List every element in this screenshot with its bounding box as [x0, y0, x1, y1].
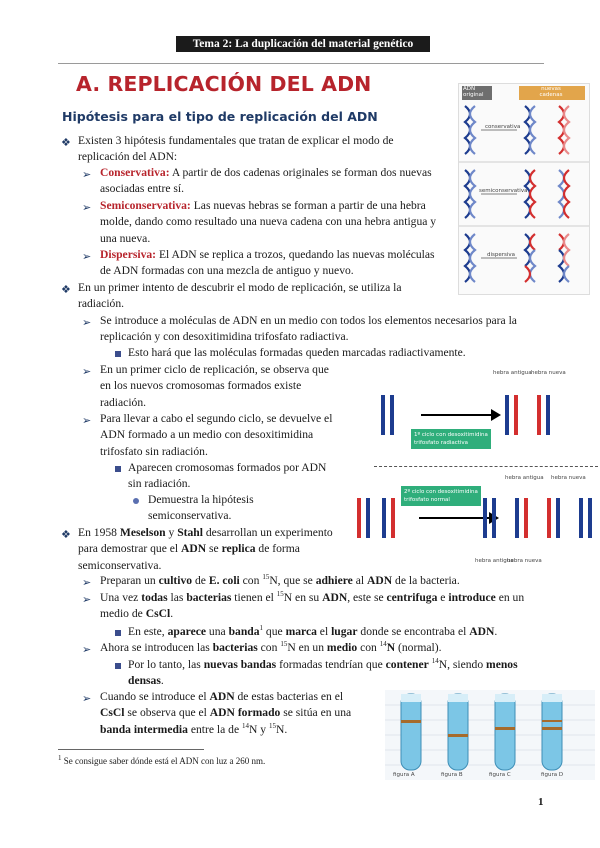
fig2-label-old-2: hebra antigua — [475, 558, 514, 564]
square-bullet-icon — [115, 351, 121, 357]
first-cycle-figure — [375, 365, 595, 460]
p2b-text: En un primer ciclo de replicación, se observa que en los nuevos cromosomas formados existe radiación. — [100, 363, 329, 409]
fig2-label-new-1: hebra nueva — [551, 475, 586, 481]
tube-label-a: figura A — [393, 772, 415, 778]
semiconservativa-item: Semiconservativa: Las nuevas hebras se forman a partir de una hebra molde, dando como resultado una nueva cadena con una hebra antigua y una nueva. — [100, 199, 437, 245]
fig-row-dispersiva: dispersiva — [487, 252, 516, 258]
fig2-green-note: 2º ciclo con desoxitimidina trifosfato normal — [401, 486, 481, 506]
p2-text: En un primer intento de descubrir el modo de replicación, se utiliza la radiación. — [78, 281, 402, 311]
footnote: $^1$ Se consigue saber dónde está el ADN con luz a 260 nm. — [58, 754, 266, 766]
fig-col-original: ADN original — [463, 86, 484, 98]
fig2-label-new-2: hebra nueva — [507, 558, 542, 564]
hypotheses-figure — [458, 83, 590, 295]
conservativa-item: Conservativa: A partir de dos cadenas originales se forman dos nuevas asociadas entre sí. — [100, 166, 432, 196]
footnote-rule — [58, 749, 204, 750]
arrow-bullet-icon: ➢ — [82, 169, 92, 181]
square-bullet-icon — [115, 466, 121, 472]
section-subtitle: Hipótesis para el tipo de replicación del ADN — [62, 109, 378, 124]
p3b1-text: En este, aparece una banda$^1$ que marca el lugar donde se encontraba el ADN. — [128, 624, 498, 638]
arrow-right-icon — [421, 408, 501, 422]
tube-label-b: figura B — [441, 772, 463, 778]
p2c2-text: Demuestra la hipótesis semiconservativa. — [148, 493, 254, 523]
p2c-text: Para llevar a cabo el segundo ciclo, se devuelve el ADN formado a un medio con desoxitimidina trifosfato sin radiación. — [100, 412, 333, 458]
diamond-bullet-icon: ❖ — [61, 529, 71, 541]
second-cycle-figure — [355, 470, 595, 570]
fig1-label-old: hebra antigua — [493, 370, 532, 376]
circle-bullet-icon — [133, 498, 139, 504]
arrow-bullet-icon: ➢ — [82, 202, 92, 214]
p3c-text: Ahora se introducen las bacterias con $^{15}$N en un medio con $^{14}$N (normal). — [100, 640, 442, 654]
tubes-graphic — [385, 690, 595, 780]
diamond-bullet-icon: ❖ — [61, 284, 71, 296]
p3c1-text: Por lo tanto, las nuevas bandas formadas tendrían que contener $^{14}$N, siendo menos densas. — [128, 657, 518, 688]
fig-col-new: nuevas cadenas — [539, 86, 563, 98]
fig1-label-new: hebra nueva — [531, 370, 566, 376]
tube-label-d: figura D — [541, 772, 564, 778]
arrow-bullet-icon: ➢ — [82, 317, 92, 329]
arrow-right-icon — [419, 511, 499, 525]
diamond-bullet-icon: ❖ — [61, 137, 71, 149]
dispersiva-item: Dispersiva: El ADN se replica a trozos, quedando las nuevas moléculas de ADN formadas con una mezcla de antiguo y nuevo. — [100, 248, 435, 278]
centrifuge-tubes-figure — [385, 690, 595, 780]
p2a1-text: Esto hará que las moléculas formadas queden marcadas radiactivamente. — [128, 346, 466, 359]
arrow-bullet-icon: ➢ — [82, 415, 92, 427]
square-bullet-icon — [115, 663, 121, 669]
arrow-bullet-icon: ➢ — [82, 577, 92, 589]
fig2-label-old-1: hebra antigua — [505, 475, 544, 481]
p3a-text: Preparan un cultivo de E. coli con $^{15}$N, que se adhiere al ADN de la bacteria. — [100, 573, 460, 587]
p3b-text: Una vez todas las bacterias tienen el $^{15}$N en su ADN, este se centrifuga e introduce en un medio de CsCl. — [100, 590, 525, 621]
tube-label-c: figura C — [489, 772, 511, 778]
arrow-bullet-icon: ➢ — [82, 251, 92, 263]
fig-row-semiconservativa: semiconservativa — [479, 188, 528, 194]
p3-text: En 1958 Meselson y Stahl desarrollan un experimento para demostrar que el ADN se replica de forma semiconservativa. — [78, 526, 333, 572]
fig-row-conservativa: conservativa — [485, 124, 521, 130]
page-number: 1 — [538, 796, 544, 808]
header-rule — [58, 63, 544, 64]
dashed-divider — [374, 466, 598, 467]
p2c1-text: Aparecen cromosomas formados por ADN sin radiación. — [128, 461, 327, 491]
p3d-text: Cuando se introduce el ADN de estas bacterias en el CsCl se observa que el ADN formado se sitúa en una banda intermedia entre la de $^{14}$N y $^{15}$N. — [100, 690, 352, 736]
header-topic: Tema 2: La duplicación del material genético — [176, 36, 430, 52]
p2a-text: Se introduce a moléculas de ADN en un medio con todos los elementos necesarios para la replicación y con desoxitimidina trifosfato radiactiva. — [100, 314, 517, 344]
arrow-bullet-icon: ➢ — [82, 366, 92, 378]
arrow-bullet-icon: ➢ — [82, 644, 92, 656]
arrow-bullet-icon: ➢ — [82, 594, 92, 606]
square-bullet-icon — [115, 630, 121, 636]
arrow-bullet-icon: ➢ — [82, 693, 92, 705]
fig1-green-note: 1º ciclo con desoxitimidina trifosfato radiactiva — [411, 429, 491, 449]
section-title: A. REPLICACIÓN DEL ADN — [76, 72, 372, 96]
p1-text: Existen 3 hipótesis fundamentales que tratan de explicar el modo de replicación del ADN: — [78, 134, 394, 164]
